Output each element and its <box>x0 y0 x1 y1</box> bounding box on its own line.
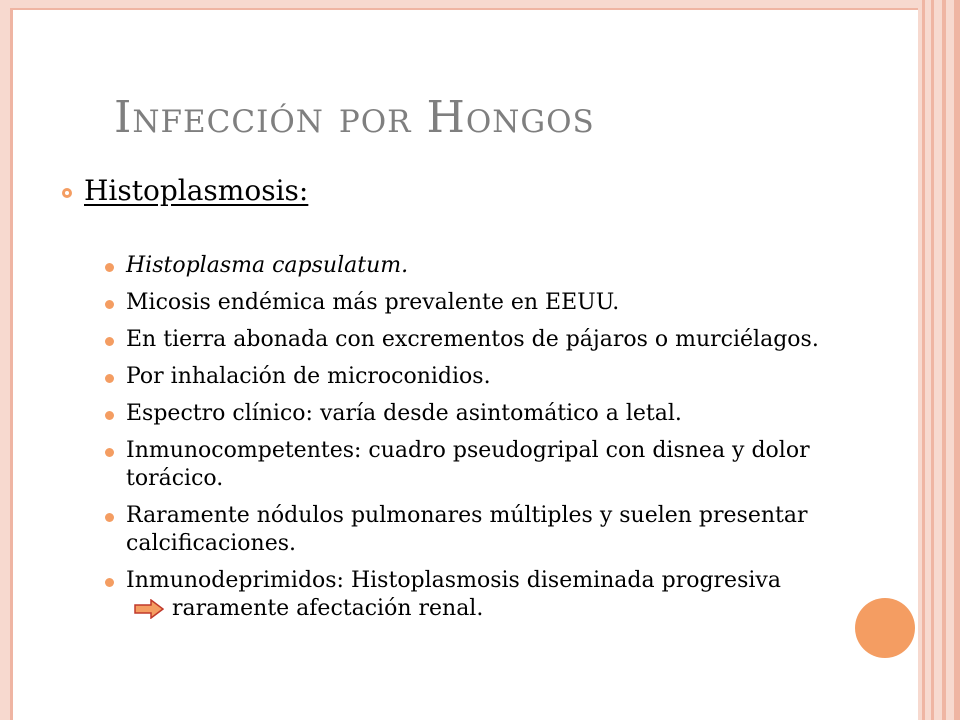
top-border-line <box>10 8 920 10</box>
list-item-text: Por inhalación de microconidios. <box>126 364 491 389</box>
bullet-dot-icon <box>105 513 114 522</box>
decorative-circle <box>855 598 915 658</box>
bullet-dot-icon <box>105 578 114 587</box>
list-item <box>104 252 824 280</box>
list-item-text: Espectro clínico: varía desde asintomático a letal. <box>126 401 682 426</box>
list-item <box>104 400 824 428</box>
list-item <box>104 502 824 558</box>
slide-title: Infección por Hongos <box>114 92 595 143</box>
bullet-dot-icon <box>105 300 114 309</box>
right-arrow-icon <box>134 599 164 619</box>
bullet-list <box>104 252 824 632</box>
list-item-text: Raramente nódulos pulmonares múltiples y suelen presentar calcificaciones. <box>126 503 808 556</box>
list-item-text: Inmunocompetentes: cuadro pseudogripal con disnea y dolor torácico. <box>126 438 810 491</box>
ring-bullet-icon <box>62 188 72 198</box>
top-border <box>0 0 920 8</box>
list-item-text-after-arrow: raramente afectación renal. <box>172 596 484 621</box>
list-item <box>104 437 824 493</box>
list-item <box>104 326 824 354</box>
left-border-line <box>10 0 13 720</box>
bullet-dot-icon <box>105 263 114 272</box>
bullet-dot-icon <box>105 411 114 420</box>
list-item <box>104 567 824 623</box>
list-item-text: En tierra abonada con excrementos de pájaros o murciélagos. <box>126 327 819 352</box>
main-bullet-text: Histoplasmosis: <box>84 174 309 207</box>
list-item-text: Histoplasma capsulatum. <box>126 253 409 278</box>
list-item-text: Micosis endémica más prevalente en EEUU. <box>126 290 620 315</box>
list-item-text-before-arrow: Inmunodeprimidos: Histoplasmosis diseminada progresiva <box>126 568 781 593</box>
main-bullet <box>62 174 308 207</box>
bullet-dot-icon <box>105 337 114 346</box>
list-item <box>104 363 824 391</box>
left-border <box>0 0 10 720</box>
bullet-dot-icon <box>105 374 114 383</box>
bullet-dot-icon <box>105 448 114 457</box>
right-decorative-stripes <box>918 0 960 720</box>
list-item <box>104 289 824 317</box>
